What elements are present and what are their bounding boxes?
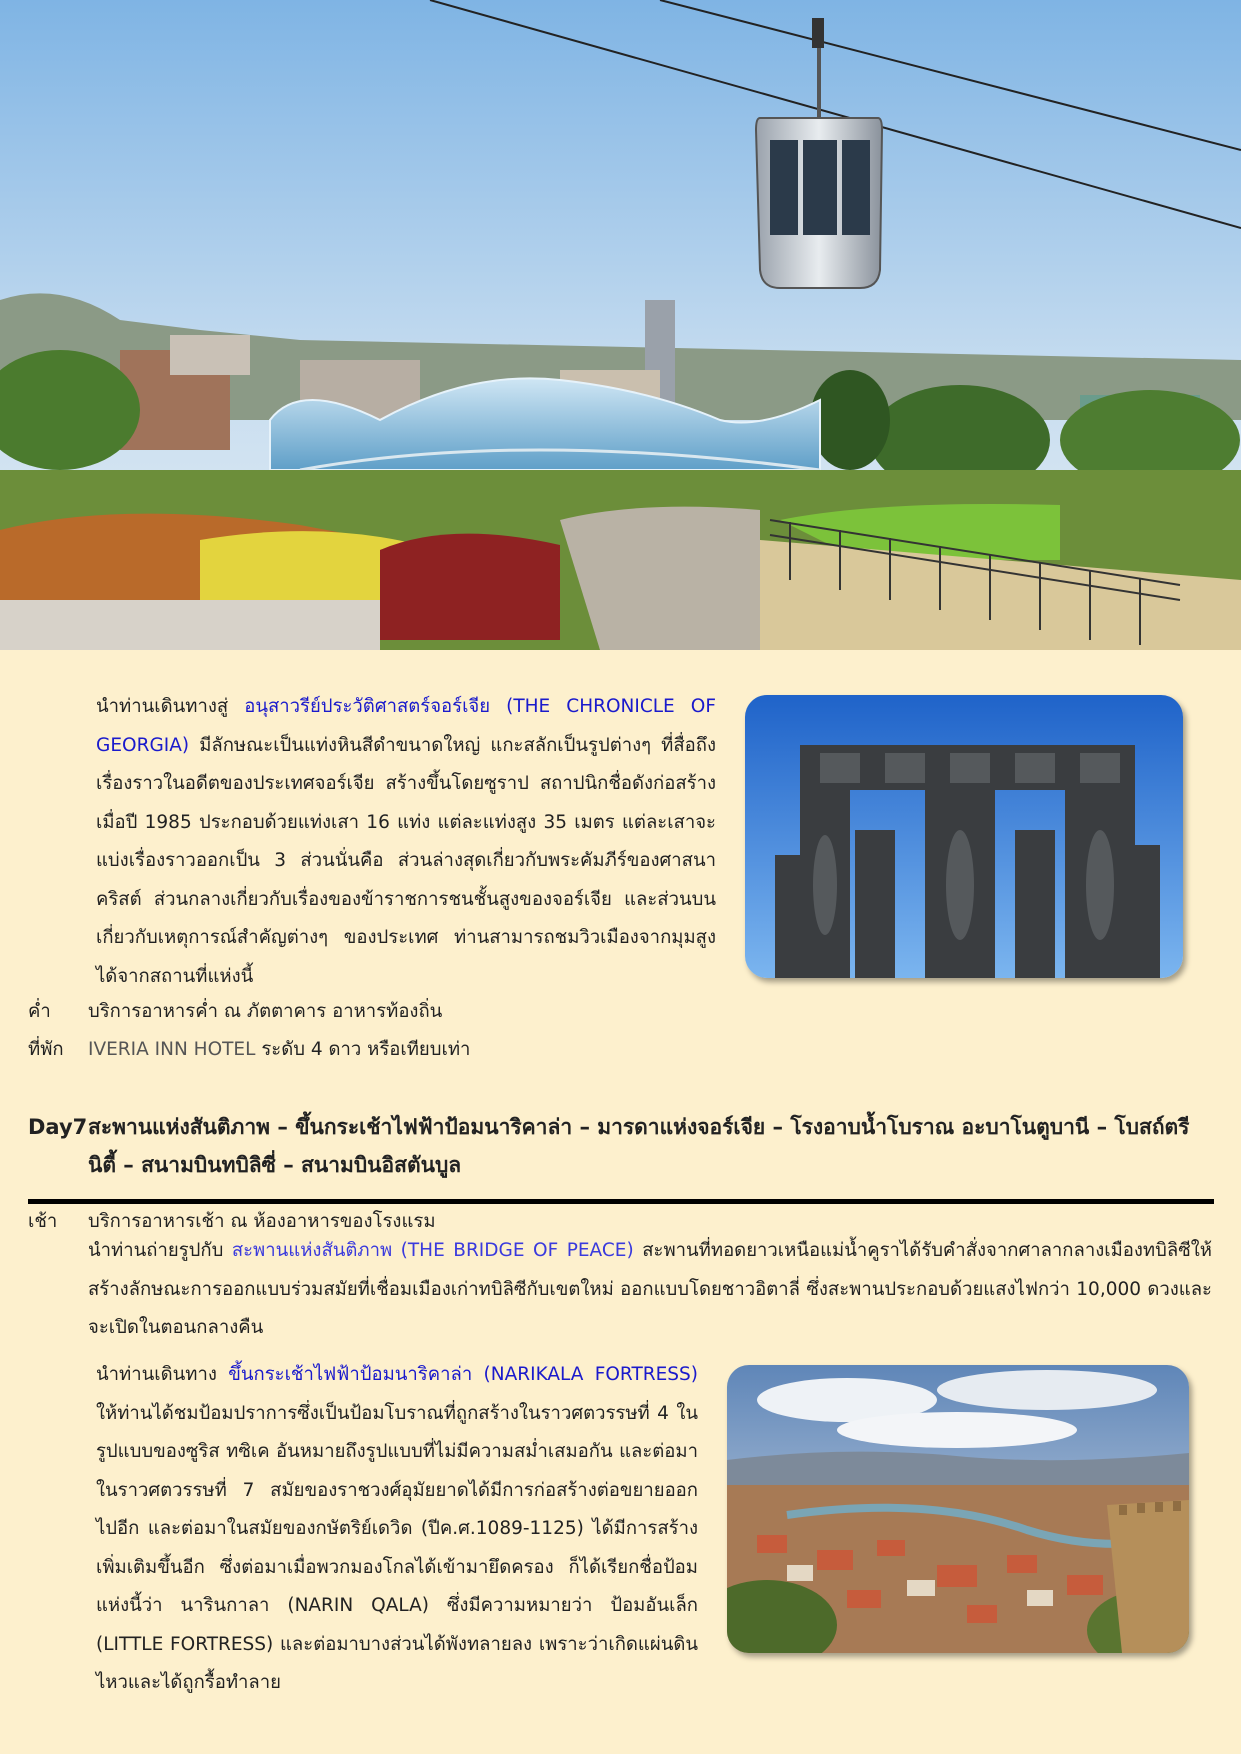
bridge-body: สะพานที่ทอดยาวเหนือแม่น้ำคูราได้รับคำสั่งจากศาลากลางเมืองทบิลิซีให้สร้างลักษณะการออกแบบร่วมสมัยที่เชื่อมเมืองเก่าทบิลิซีกับเขตใหม่ ออกแบบโดยชาวอิตาลี่ ซึ่งสะพานประกอบด้วยแสงไฟกว่า 10,000 ดวงและจะเปิดในตอนกลางคืน	[88, 1240, 1212, 1338]
hotel-label: ที่พัก	[28, 1039, 64, 1060]
chronicle-intro: นำท่านเดินทางสู่	[96, 696, 229, 717]
hero-photo	[0, 0, 1241, 650]
narikala-body: ให้ท่านได้ชมป้อมปราการซึ่งเป็นป้อมโบราณที่ถูกสร้างในราวศตวรรษที่ 4 ในรูปแบบของซูริส ทซิเค อันหมายถึงรูปแบบที่ไม่มีความสม่ำเสมอกัน และต่อมาในราวศตวรรษที่ 7 สมัยของราชวงศ์อุมัยยาดได้มีการก่อสร้างต่อขยายออกไปอีก และต่อมาในสมัยของกษัตริย์เดวิด (ปีค.ศ.1089-1125) ได้มีการสร้างเพิ่มเติมขึ้นอีก ซึ่งต่อมาเมื่อพวกมองโกลได้เข้ามายึดครอง ก็ได้เรียกชื่อป้อมแห่งนี้ว่า นารินกาลา (NARIN QALA) ซึ่งมีความหมายว่า ป้อมอันเล็ก (LITTLE FORTRESS) และต่อมาบางส่วนได้พังทลายลง เพราะว่าเกิดแผ่นดินไหวและได้ถูกรื้อทำลาย	[96, 1402, 698, 1693]
narikala-link[interactable]: ขึ้นกระเช้าไฟฟ้าป้อมนาริคาล่า (NARIKALA FORTRESS)	[228, 1364, 698, 1385]
dinner-label: ค่ำ	[28, 1001, 51, 1022]
chronicle-body: มีลักษณะเป็นแท่งหินสีดำขนาดใหญ่ แกะสลักเป็นรูปต่างๆ ที่สื่อถึงเรื่องราวในอดีตของประเทศจอร์เจีย สร้างขึ้นโดยซูราป สถาปนิกชื่อดังก่อสร้างเมื่อปี 1985 ประกอบด้วยแท่งเสา 16 แท่ง แต่ละแท่งสูง 35 เมตร แต่ละเสาจะแบ่งเรื่องราวออกเป็น 3 ส่วนนั่นคือ ส่วนล่างสุดเกี่ยวกับพระคัมภีร์ของศาสนาคริสต์ ส่วนกลางเกี่ยวกับเรื่องของข้าราชการชนชั้นสูงของจอร์เจีย และส่วนบนเกี่ยวกับเหตุการณ์สำคัญต่างๆ ของประเทศ ท่านสามารถชมวิวเมืองจากมุมสูงได้จากสถานที่แห่งนี้	[96, 734, 716, 987]
cable-car-bridge-illustration	[0, 0, 1241, 650]
hotel-row	[28, 1031, 470, 1069]
breakfast-text: บริการอาหารเช้า ณ ห้องอาหารของโรงแรม	[88, 1211, 436, 1232]
day-title-line2: นิตี้ – สนามบินทบิลิซี่ – สนามบินอิสตันบูล	[88, 1153, 462, 1177]
bridge-link[interactable]: สะพานแห่งสันติภาพ (THE BRIDGE OF PEACE)	[231, 1240, 634, 1261]
bridge-paragraph	[88, 1232, 1212, 1348]
dinner-row	[28, 993, 442, 1031]
day-title-line1: สะพานแห่งสันติภาพ – ขึ้นกระเช้าไฟฟ้าป้อมนาริคาล่า – มารดาแห่งจอร์เจีย – โรงอาบน้ำโบราณ อะบาโนตูบานี – โบสถ์ตรี	[88, 1115, 1190, 1139]
narikala-intro: นำท่านเดินทาง	[96, 1364, 217, 1385]
chronicle-link[interactable]: อนุสาวรีย์ประวัติศาสตร์จอร์เจีย (THE CHRONICLE OF GEORGIA)	[96, 696, 716, 756]
chronicle-paragraph	[96, 688, 716, 996]
narikala-city-view-photo	[727, 1365, 1189, 1653]
dinner-text: บริการอาหารค่ำ ณ ภัตตาคาร อาหารท้องถิ่น	[88, 1001, 443, 1022]
day-number: Day7	[28, 1115, 88, 1139]
hotel-text: ระดับ 4 ดาว หรือเทียบเท่า	[261, 1039, 471, 1060]
day7-heading	[28, 1108, 1213, 1184]
chronicle-of-georgia-photo	[745, 695, 1183, 978]
breakfast-label: เช้า	[28, 1211, 58, 1232]
bridge-intro: นำท่านถ่ายรูปกับ	[88, 1240, 224, 1261]
narikala-paragraph	[96, 1356, 698, 1703]
hotel-name: IVERIA INN HOTEL	[88, 1039, 256, 1060]
